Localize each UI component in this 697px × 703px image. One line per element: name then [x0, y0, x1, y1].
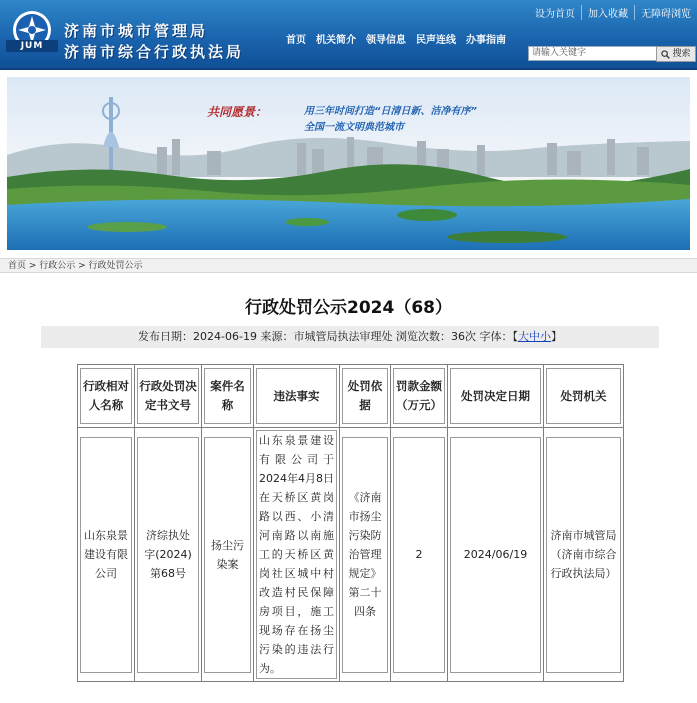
header-cell: [78, 365, 135, 428]
nav-item-home[interactable]: 首页: [286, 35, 306, 46]
accessibility-link[interactable]: 无障碍浏览: [634, 5, 697, 20]
nav-item-public-voice[interactable]: 民声连线: [416, 35, 456, 46]
city-banner: [7, 77, 690, 250]
table-row: [78, 428, 624, 682]
header-cell: [544, 365, 624, 428]
cell-fine: [391, 428, 448, 682]
header-doc-no: 行政处罚决定书文号: [139, 379, 197, 412]
org-name-secondary[interactable]: 济南市综合行政执法局: [64, 43, 245, 61]
header-case-name: 案件名称: [210, 379, 245, 412]
utility-links: [529, 5, 697, 20]
cell-authority: [544, 428, 624, 682]
cell-basis: [340, 428, 391, 682]
fine-amount: 2: [415, 548, 423, 561]
org-name-primary[interactable]: 济南市城市管理局: [64, 22, 209, 40]
cell-doc-no: [135, 428, 202, 682]
search-input[interactable]: [528, 46, 660, 61]
cell-date: [448, 428, 544, 682]
slogan-line-2: 全国一流文明典范城市: [304, 122, 404, 133]
slogan-line-1: 用三年时间打造“日清日新、洁净有序”: [304, 106, 477, 117]
breadcrumb[interactable]: 首页 > 行政公示 > 行政处罚公示: [0, 258, 697, 273]
article-meta: [41, 326, 659, 348]
main-nav: [286, 31, 506, 46]
font-size-link[interactable]: 大中小: [517, 330, 551, 343]
nav-item-services[interactable]: 办事指南: [466, 35, 506, 46]
nav-item-about[interactable]: 机关简介: [316, 35, 356, 46]
cell-party: [78, 428, 135, 682]
cell-case-name: [202, 428, 254, 682]
logo-text: JUM: [6, 40, 58, 52]
header-cell: [448, 365, 544, 428]
party-name: 山东泉景建设有限公司: [84, 529, 128, 580]
penalty-authority: 济南市城管局（济南市综合行政执法局）: [550, 529, 617, 580]
meta-close: 】: [550, 330, 562, 343]
violation-facts: 山东泉景建设有限公司于2024年4月8日在天桥区黄岗路以西、小清河南路以南施工的天桥区黄岗社区城中村改造村民保障房项目，施工现场存在扬尘污染的违法行为。: [259, 434, 334, 675]
page-title: 行政处罚公示2024（68）: [245, 298, 452, 318]
nav-item-leaders[interactable]: 领导信息: [366, 35, 406, 46]
set-homepage-link[interactable]: 设为首页: [535, 9, 575, 20]
header-date: 处罚决定日期: [461, 388, 530, 403]
header-basis: 处罚依据: [347, 379, 383, 412]
site-header: [0, 0, 697, 70]
header-fine: 罚款金额（万元）: [396, 379, 442, 412]
header-authority: 处罚机关: [560, 388, 607, 403]
penalty-basis: 《济南市扬尘污染防治管理规定》第二十四条: [348, 491, 382, 618]
header-cell: [135, 365, 202, 428]
add-favorite-link[interactable]: 加入收藏: [581, 5, 634, 20]
case-name: 扬尘污染案: [211, 538, 244, 571]
city-logo-icon[interactable]: [6, 8, 58, 60]
penalty-table: [77, 364, 624, 682]
slogan-lead: 共同愿景：: [207, 105, 268, 119]
doc-number: 济综执处字(2024)第68号: [144, 529, 192, 580]
header-facts: 违法事实: [273, 388, 320, 403]
header-cell: [202, 365, 254, 428]
table-header-row: [78, 365, 624, 428]
meta-info: 发布日期：2024-06-19 来源：市城管局执法审理处 浏览次数：36次 字体：【: [138, 330, 518, 343]
search-icon: [661, 50, 670, 59]
search-button-label: 搜索: [672, 49, 691, 59]
header-cell: [254, 365, 340, 428]
header-party: 行政相对人名称: [83, 379, 129, 412]
cell-facts: [254, 428, 340, 682]
decision-date: 2024/06/19: [463, 548, 528, 561]
header-cell: [391, 365, 448, 428]
header-cell: [340, 365, 391, 428]
search-button[interactable]: [656, 46, 696, 62]
